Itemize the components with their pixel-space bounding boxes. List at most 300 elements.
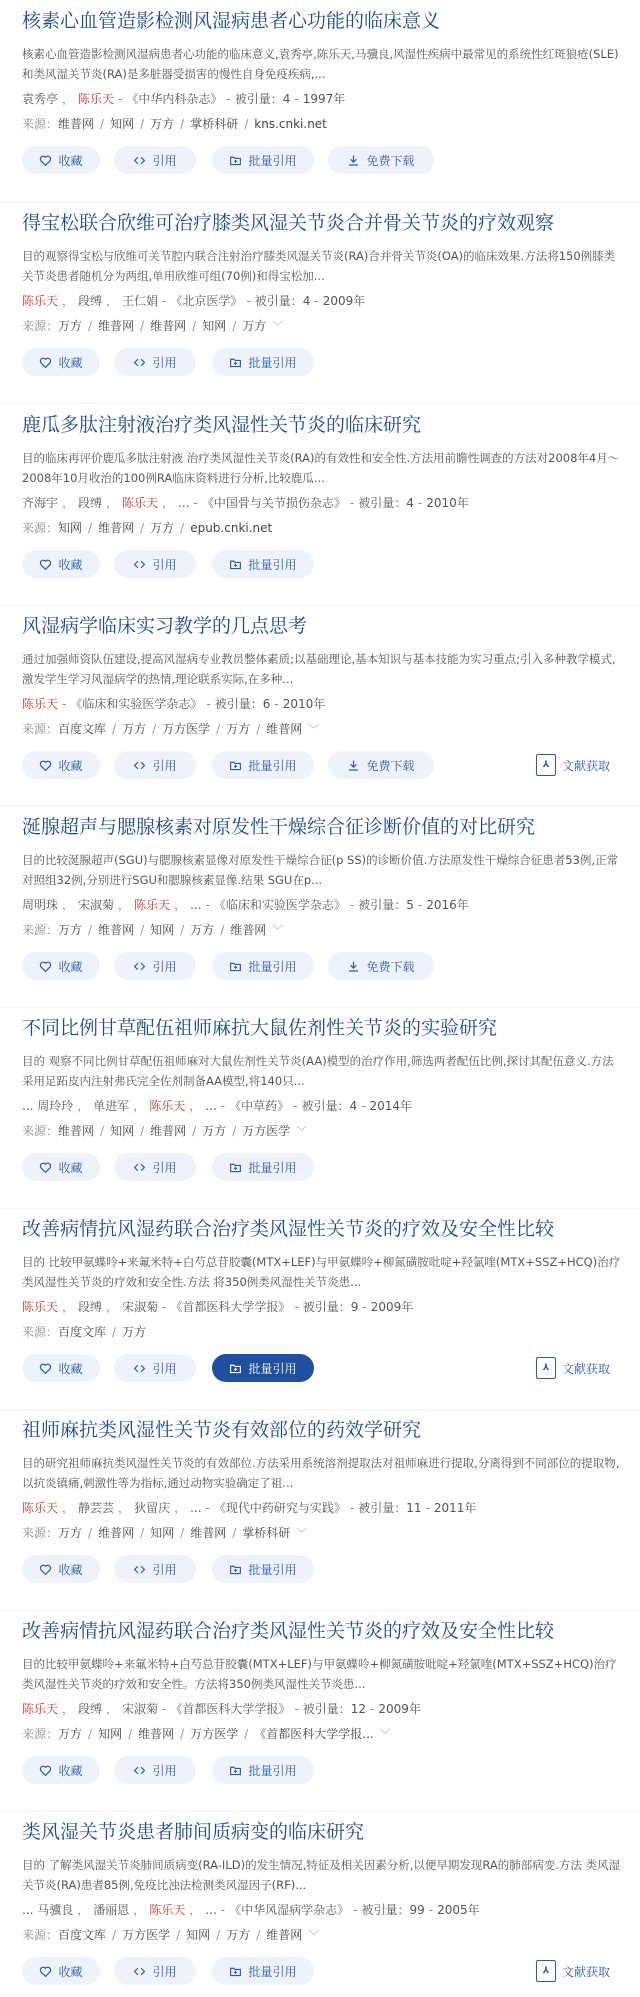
author-link[interactable]: 袁秀亭: [22, 92, 59, 106]
source-link[interactable]: 维普网: [138, 1727, 175, 1741]
result-sources: [22, 719, 626, 739]
result-title-link[interactable]: 不同比例甘草配伍祖师麻抗大鼠佐剂性关节炎的实验研究: [22, 1017, 498, 1039]
source-link[interactable]: 掌桥科研: [242, 1526, 291, 1540]
result-item: [0, 806, 640, 1008]
result-sources: [22, 316, 626, 336]
button-label: 批量引用: [248, 758, 297, 773]
source-link[interactable]: 万方医学: [162, 722, 211, 736]
batch-cite-button[interactable]: [212, 1756, 314, 1784]
button-label: 引用: [152, 557, 177, 572]
result-actions: [22, 952, 622, 982]
batch-cite-button[interactable]: [212, 751, 314, 779]
heart-icon: [39, 759, 52, 772]
folder-plus-icon: [229, 1161, 242, 1174]
source-divider: /: [112, 1928, 117, 1942]
result-title-link[interactable]: 得宝松联合欣维可治疗膝类风湿关节炎合并骨关节炎的疗效观察: [22, 212, 555, 234]
cite-button[interactable]: [114, 1354, 196, 1382]
separator: -: [361, 1099, 366, 1113]
author-link[interactable]: 陈乐天: [22, 1501, 59, 1515]
author-link[interactable]: 王仁娟: [122, 294, 159, 308]
publish-year: 2009年: [322, 294, 366, 308]
journal-name[interactable]: 《北京医学》: [170, 294, 243, 308]
author-link[interactable]: 陈乐天: [22, 1300, 59, 1314]
separator: ，: [174, 1501, 187, 1515]
source-link[interactable]: kns.cnki.net: [254, 117, 327, 131]
result-meta: [22, 1498, 626, 1518]
result-title-link[interactable]: 祖师麻抗类风湿性关节炎有效部位的药效学研究: [22, 1419, 422, 1441]
source-label: 来源：: [22, 1325, 59, 1339]
author-link[interactable]: 齐海宇: [22, 496, 59, 510]
folder-plus-icon: [229, 1965, 242, 1978]
button-label: 收藏: [58, 1562, 83, 1577]
favorite-button[interactable]: [22, 751, 100, 779]
cite-button[interactable]: [114, 146, 196, 174]
citation-count: 被引量：4: [254, 294, 311, 308]
cite-button[interactable]: [114, 1555, 196, 1583]
separator: -: [349, 898, 355, 912]
author-link[interactable]: 陈乐天: [22, 294, 59, 308]
author-link: ...: [190, 898, 202, 912]
separator: ，: [77, 1903, 90, 1917]
result-actions: [22, 1354, 622, 1384]
fulltext-access-link[interactable]: [536, 1354, 610, 1382]
source-link[interactable]: 维普网: [98, 923, 135, 937]
separator: -: [226, 92, 231, 106]
source-link[interactable]: 万方医学: [190, 1727, 239, 1741]
author-link[interactable]: 陈乐天: [22, 697, 59, 711]
separator: -: [293, 1099, 298, 1113]
publish-year: 2009年: [378, 1702, 421, 1716]
cite-button[interactable]: [114, 550, 196, 578]
source-divider: /: [128, 1727, 133, 1741]
separator: ，: [62, 496, 75, 510]
source-link[interactable]: 维普网: [98, 319, 135, 333]
source-link[interactable]: 知网: [110, 117, 135, 131]
result-item: [0, 1007, 640, 1209]
result-actions: [22, 1153, 622, 1183]
separator: ，: [133, 1903, 146, 1917]
button-label: 批量引用: [248, 1964, 297, 1979]
result-actions: [22, 348, 622, 378]
journal-name[interactable]: 《首都医科大学学报》: [170, 1702, 291, 1716]
result-title-link[interactable]: 核素心血管造影检测风湿病患者心功能的临床意义: [22, 10, 441, 32]
source-divider: /: [112, 1325, 117, 1339]
favorite-button[interactable]: [22, 1153, 100, 1181]
separator: ，: [106, 496, 119, 510]
author-link[interactable]: 宋淑菊: [122, 1702, 159, 1716]
result-item: [0, 1811, 640, 1997]
separator: -: [220, 1903, 226, 1917]
source-divider: /: [232, 319, 237, 333]
source-divider: /: [180, 1526, 185, 1540]
separator: ，: [62, 1702, 75, 1716]
source-divider: /: [180, 521, 185, 535]
source-link[interactable]: 掌桥科研: [190, 117, 239, 131]
source-link[interactable]: 万方: [150, 117, 175, 131]
separator: -: [294, 92, 299, 106]
separator: -: [205, 898, 210, 912]
batch-cite-button[interactable]: [212, 348, 314, 376]
source-link[interactable]: 维普网: [98, 1526, 135, 1540]
source-divider: /: [256, 722, 261, 736]
batch-cite-button[interactable]: [212, 146, 314, 174]
source-link[interactable]: 万方: [58, 1526, 83, 1540]
source-link[interactable]: 《首都医科大学学报...: [254, 1727, 374, 1741]
favorite-button[interactable]: [22, 146, 100, 174]
chevron-down-icon[interactable]: ﹀: [308, 723, 320, 736]
batch-cite-button[interactable]: [212, 1354, 314, 1382]
source-divider: /: [176, 1928, 181, 1942]
result-abstract: 目的 观察不同比例甘草配伍祖师麻对大鼠佐剂性关节炎(AA)模型的治疗作用,筛选两者配伍比例,探讨其配伍意义.方法 采用足跖皮内注射弗氏完全佐剂制备AA模型,将140只...: [22, 1054, 614, 1088]
button-label: 引用: [152, 1964, 177, 1979]
fulltext-label: 文献获取: [561, 1361, 610, 1376]
batch-cite-button[interactable]: [212, 550, 314, 578]
separator: -: [274, 697, 279, 711]
button-label: 引用: [152, 1562, 177, 1577]
heart-icon: [39, 1362, 52, 1375]
button-label: 引用: [152, 355, 177, 370]
fulltext-access-link[interactable]: [536, 1957, 610, 1985]
author-link[interactable]: 陈乐天: [149, 1903, 186, 1917]
source-link[interactable]: 知网: [150, 923, 175, 937]
button-label: 收藏: [58, 355, 83, 370]
source-link[interactable]: 维普网: [58, 117, 95, 131]
source-label: 来源：: [22, 722, 59, 736]
cite-button[interactable]: [114, 751, 196, 779]
separator: ，: [106, 294, 119, 308]
separator: ，: [189, 1903, 202, 1917]
separator: ，: [77, 1099, 90, 1113]
source-link[interactable]: 万方: [226, 722, 251, 736]
publish-year: 1997年: [302, 92, 346, 106]
chevron-down-icon[interactable]: ﹀: [296, 1125, 308, 1138]
folder-plus-icon: [229, 1563, 242, 1576]
author-link[interactable]: 陈乐天: [78, 92, 115, 106]
button-label: 收藏: [58, 557, 83, 572]
source-divider: /: [232, 1124, 237, 1138]
result-item: [0, 404, 640, 606]
cite-button[interactable]: [114, 348, 196, 376]
result-sources: [22, 1523, 626, 1543]
cite-button[interactable]: [114, 952, 196, 980]
chevron-down-icon[interactable]: ﹀: [272, 320, 284, 333]
source-divider: /: [88, 923, 93, 937]
button-label: 引用: [152, 153, 177, 168]
journal-name[interactable]: 《首都医科大学学报》: [170, 1300, 291, 1314]
source-link[interactable]: 知网: [202, 319, 227, 333]
chevron-down-icon[interactable]: ﹀: [272, 924, 284, 937]
result-abstract: 目的研究祖师麻抗类风湿性关节炎的有效部位.方法采用系统溶剂提取法对祖师麻进行提取,分离得到不同部位的提取物,以抗炎镇痛,刺激性等为指标,通过动物实验确定了祖...: [22, 1456, 620, 1490]
author-link[interactable]: 段缚: [78, 1300, 103, 1314]
heart-icon: [39, 558, 52, 571]
button-label: 批量引用: [248, 1160, 297, 1175]
source-link[interactable]: 维普网: [98, 521, 135, 535]
favorite-button[interactable]: [22, 1957, 100, 1985]
source-link[interactable]: 维普网: [230, 923, 267, 937]
author-link[interactable]: 狄留庆: [134, 1501, 171, 1515]
source-link[interactable]: 万方: [190, 923, 215, 937]
favorite-button[interactable]: [22, 1354, 100, 1382]
result-sources: [22, 1925, 626, 1945]
heart-icon: [39, 356, 52, 369]
publish-year: 2011年: [433, 1501, 477, 1515]
button-label: 批量引用: [248, 153, 297, 168]
result-item: [0, 202, 640, 404]
separator: ，: [189, 1099, 202, 1113]
source-link[interactable]: 万方医学: [122, 1928, 171, 1942]
button-label: 收藏: [58, 1964, 83, 1979]
separator: -: [314, 294, 319, 308]
citation-count: 被引量：4: [358, 496, 414, 510]
citation-count: 被引量：12: [302, 1702, 367, 1716]
source-link[interactable]: 万方: [122, 1325, 147, 1339]
source-label: 来源：: [22, 1727, 59, 1741]
source-divider: /: [100, 117, 105, 131]
source-divider: /: [244, 117, 249, 131]
button-label: 收藏: [58, 1361, 83, 1376]
batch-cite-button[interactable]: [212, 1153, 314, 1181]
source-link[interactable]: 维普网: [266, 1928, 303, 1942]
source-link[interactable]: 百度文库: [58, 722, 107, 736]
free-download-button[interactable]: [328, 146, 434, 174]
author-link[interactable]: 周明珠: [22, 898, 59, 912]
button-label: 免费下载: [366, 758, 415, 773]
result-actions: [22, 1957, 622, 1987]
separator: -: [425, 1501, 430, 1515]
favorite-button[interactable]: [22, 1756, 100, 1784]
favorite-button[interactable]: [22, 550, 100, 578]
batch-cite-button[interactable]: [212, 952, 314, 980]
separator: ，: [62, 92, 75, 106]
button-label: 批量引用: [248, 959, 297, 974]
result-actions: [22, 550, 622, 580]
result-title-link[interactable]: 涎腺超声与腮腺核素对原发性干燥综合征诊断价值的对比研究: [22, 816, 536, 838]
batch-cite-button[interactable]: [212, 1957, 314, 1985]
source-divider: /: [152, 722, 157, 736]
cite-button[interactable]: [114, 1756, 196, 1784]
result-meta: [22, 694, 626, 714]
separator: -: [428, 1903, 434, 1917]
result-item: [0, 0, 640, 202]
author-link[interactable]: 宋淑菊: [122, 1300, 159, 1314]
separator: -: [349, 496, 355, 510]
result-meta: [22, 89, 626, 109]
separator: -: [193, 496, 198, 510]
result-sources: [22, 920, 626, 940]
fulltext-label: 文献获取: [561, 758, 610, 773]
source-divider: /: [220, 923, 225, 937]
cite-button[interactable]: [114, 1957, 196, 1985]
source-link[interactable]: 维普网: [150, 319, 187, 333]
citation-count: 被引量：4: [234, 92, 291, 106]
source-link[interactable]: 知网: [58, 521, 83, 535]
separator: -: [294, 1300, 299, 1314]
result-meta: [22, 1297, 626, 1317]
source-link[interactable]: 万方: [242, 319, 267, 333]
batch-cite-button[interactable]: [212, 1555, 314, 1583]
cite-button[interactable]: [114, 1153, 196, 1181]
free-download-button[interactable]: [328, 751, 434, 779]
result-meta: [22, 493, 626, 513]
source-label: 来源：: [22, 1124, 59, 1138]
separator: ，: [133, 1099, 146, 1113]
separator: -: [370, 1702, 375, 1716]
result-item: [0, 1208, 640, 1410]
source-link[interactable]: 知网: [186, 1928, 211, 1942]
source-divider: /: [140, 1526, 145, 1540]
journal-name[interactable]: 《临床和实验医学杂志》: [213, 898, 346, 912]
source-divider: /: [140, 1124, 145, 1138]
source-link[interactable]: 万方: [150, 521, 175, 535]
button-label: 引用: [152, 1160, 177, 1175]
button-label: 批量引用: [248, 355, 297, 370]
result-actions: [22, 1756, 622, 1786]
author-link[interactable]: ... 周玲玲: [22, 1099, 74, 1113]
source-link[interactable]: 万方: [122, 722, 147, 736]
result-abstract: 目的 比较甲氨蝶呤+来氟米特+白芍总苷胶囊(MTX+LEF)与甲氨蝶呤+柳氮磺胺吡啶+羟氯喹(MTX+SSZ+HCQ)治疗类风湿性关节炎的疗效和安全性.方法 将350例类风湿性关节炎患...: [22, 1255, 621, 1289]
author-link[interactable]: 陈乐天: [134, 898, 171, 912]
button-label: 批量引用: [248, 1562, 297, 1577]
source-link[interactable]: 维普网: [58, 1124, 95, 1138]
download-icon: [347, 154, 360, 167]
author-link: ...: [178, 496, 190, 510]
button-label: 批量引用: [248, 1361, 297, 1376]
button-label: 免费下载: [366, 153, 415, 168]
separator: ，: [106, 1702, 119, 1716]
author-link[interactable]: 陈乐天: [22, 1702, 59, 1716]
result-abstract: 核素心血管造影检测风湿病患者心功能的临床意义,袁秀亭,陈乐天,马骥良,风湿性疾病中最常见的系统性红斑狼疮(SLE)和类风湿关节炎(RA)是多脏器受损害的慢性自身免疫疾病,...: [22, 47, 619, 81]
button-label: 收藏: [58, 153, 83, 168]
chevron-down-icon[interactable]: ﹀: [379, 1728, 391, 1741]
author-link[interactable]: 潘丽恩: [93, 1903, 130, 1917]
source-link[interactable]: 万方医学: [242, 1124, 291, 1138]
favorite-button[interactable]: [22, 952, 100, 980]
journal-name[interactable]: 《中草药》: [229, 1099, 290, 1113]
source-link[interactable]: 维普网: [190, 1526, 227, 1540]
source-link[interactable]: 维普网: [266, 722, 303, 736]
source-link[interactable]: 万方: [202, 1124, 227, 1138]
source-divider: /: [244, 1727, 249, 1741]
separator: ，: [174, 898, 187, 912]
journal-name[interactable]: 《中国骨与关节损伤杂志》: [201, 496, 346, 510]
separator: -: [417, 898, 423, 912]
source-divider: /: [140, 319, 145, 333]
source-divider: /: [232, 1526, 237, 1540]
result-title-link[interactable]: 鹿瓜多肽注射液治疗类风湿性关节炎的临床研究: [22, 414, 422, 436]
source-link[interactable]: 知网: [150, 1526, 175, 1540]
code-icon: [133, 1965, 146, 1978]
source-link[interactable]: 知网: [98, 1727, 123, 1741]
source-label: 来源：: [22, 923, 59, 937]
code-icon: [133, 1161, 146, 1174]
chevron-down-icon[interactable]: ﹀: [308, 1929, 320, 1942]
folder-plus-icon: [229, 1362, 242, 1375]
author-link[interactable]: 陈乐天: [122, 496, 159, 510]
result-sources: [22, 1121, 626, 1141]
source-divider: /: [140, 117, 145, 131]
author-link[interactable]: 段缚: [78, 294, 103, 308]
favorite-button[interactable]: [22, 348, 100, 376]
author-link[interactable]: 段缚: [78, 1702, 103, 1716]
separator: ，: [118, 898, 131, 912]
chevron-down-icon[interactable]: ﹀: [296, 1527, 308, 1540]
button-label: 引用: [152, 1763, 177, 1778]
button-label: 收藏: [58, 1763, 83, 1778]
button-label: 批量引用: [248, 557, 297, 572]
author-link[interactable]: 段缚: [78, 496, 103, 510]
author-link: ...: [205, 1903, 217, 1917]
author-link[interactable]: 宋淑菊: [78, 898, 115, 912]
folder-plus-icon: [229, 1764, 242, 1777]
button-label: 引用: [152, 1361, 177, 1376]
fulltext-access-link[interactable]: [536, 751, 610, 779]
heart-icon: [39, 1161, 52, 1174]
source-link[interactable]: 万方: [58, 319, 83, 333]
source-link[interactable]: 万方: [226, 1928, 251, 1942]
source-label: 来源：: [22, 1526, 59, 1540]
result-title-link[interactable]: 改善病情抗风湿药联合治疗类风湿性关节炎的疗效及安全性比较: [22, 1218, 555, 1240]
separator: ，: [62, 294, 75, 308]
source-divider: /: [180, 1727, 185, 1741]
favorite-button[interactable]: [22, 1555, 100, 1583]
separator: ，: [62, 1300, 75, 1314]
source-divider: /: [88, 521, 93, 535]
result-title-link[interactable]: 风湿病学临床实习教学的几点思考: [22, 615, 308, 637]
result-meta: [22, 1096, 626, 1116]
folder-plus-icon: [229, 960, 242, 973]
publish-year: 2010年: [426, 496, 469, 510]
pdf-icon: ⅄: [536, 754, 556, 776]
button-label: 免费下载: [366, 959, 415, 974]
result-meta: [22, 1900, 626, 1920]
source-link[interactable]: 百度文库: [58, 1928, 107, 1942]
source-link[interactable]: 百度文库: [58, 1325, 107, 1339]
author-link[interactable]: 陈乐天: [149, 1099, 186, 1113]
separator: -: [362, 1300, 367, 1314]
source-divider: /: [140, 521, 145, 535]
source-link[interactable]: 维普网: [150, 1124, 187, 1138]
source-link[interactable]: 知网: [110, 1124, 135, 1138]
result-title-link[interactable]: 改善病情抗风湿药联合治疗类风湿性关节炎的疗效及安全性比较: [22, 1620, 555, 1642]
result-abstract: 目的比较甲氨蝶呤+来氟米特+白芍总苷胶囊(MTX+LEF)与甲氨蝶呤+柳氮磺胺吡啶+羟氯喹(MTX+SSZ+HCQ)治疗类风湿性关节炎的疗效和安全性。方法将350例类风湿性关节炎患...: [22, 1657, 617, 1691]
result-title-link[interactable]: 类风湿关节炎患者肺间质病变的临床研究: [22, 1821, 365, 1843]
journal-name[interactable]: 《中华风湿病学杂志》: [229, 1903, 350, 1917]
author-link[interactable]: ... 马骥良: [22, 1903, 74, 1917]
free-download-button[interactable]: [328, 952, 434, 980]
journal-name[interactable]: 《中华内科杂志》: [126, 92, 223, 106]
author-link[interactable]: 静芸芸: [78, 1501, 115, 1515]
separator: -: [417, 496, 423, 510]
separator: -: [353, 1903, 358, 1917]
result-abstract: 目的临床再评价鹿瓜多肽注射液 治疗类风湿性关节炎(RA)的有效性和安全性.方法用前瞻性调查的方法对2008年4月～2008年10月收治的100例RA临床资料进行分析,比较鹿瓜...: [22, 451, 620, 485]
source-divider: /: [192, 319, 197, 333]
source-divider: /: [100, 1124, 105, 1138]
citation-count: 被引量：6: [214, 697, 271, 711]
journal-name[interactable]: 《临床和实验医学杂志》: [70, 697, 203, 711]
source-link[interactable]: 万方: [58, 923, 83, 937]
separator: -: [162, 1300, 167, 1314]
journal-name[interactable]: 《现代中药研究与实践》: [213, 1501, 346, 1515]
source-link[interactable]: epub.cnki.net: [190, 521, 273, 535]
source-link[interactable]: 万方: [58, 1727, 83, 1741]
separator: ，: [62, 898, 75, 912]
source-divider: /: [192, 1124, 197, 1138]
separator: ，: [106, 1300, 119, 1314]
source-divider: /: [180, 117, 185, 131]
pdf-icon: ⅄: [536, 1357, 556, 1379]
author-link[interactable]: 单进军: [93, 1099, 130, 1113]
citation-count: 被引量：9: [302, 1300, 359, 1314]
